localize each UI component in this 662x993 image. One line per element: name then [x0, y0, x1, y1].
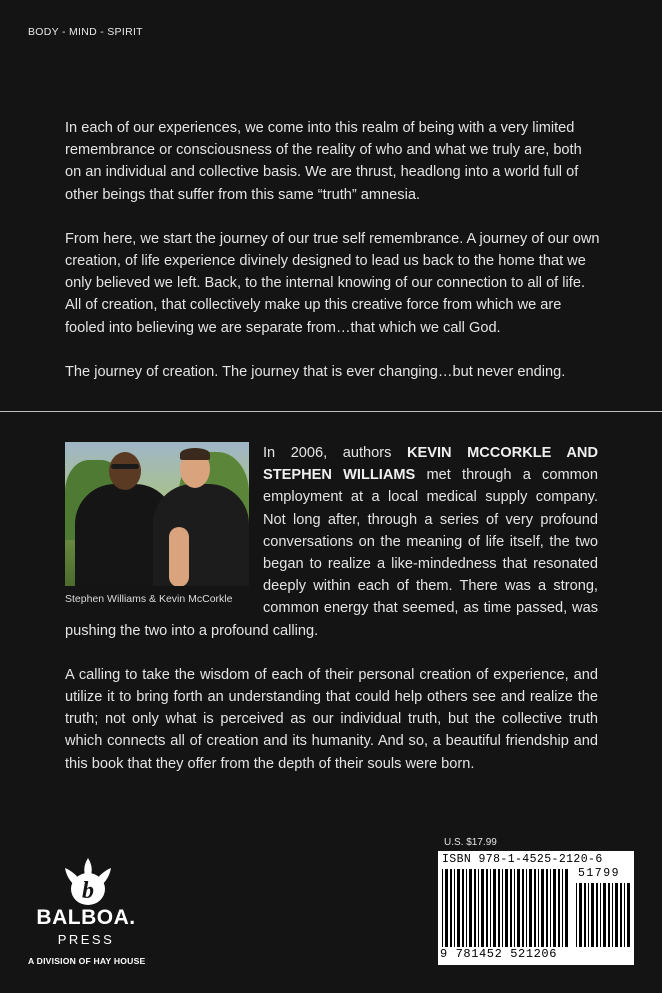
addon-number: 51799: [578, 867, 621, 880]
svg-text:b: b: [82, 878, 94, 904]
author-photo-block: [65, 442, 249, 606]
section-divider: [0, 411, 662, 412]
blurb-paragraph: From here, we start the journey of our true self remembrance. A journey of our own creation, of life experience divinely designed to lead us back to the home that we only believed we left. Back, to the internal knowing of our connection to all of life. All of creation, that collectively make up this creative force from which we are fooled into believing we are separate from…that which we call God.: [65, 230, 600, 336]
isbn-number: ISBN 978-1-4525-2120-6: [442, 853, 603, 866]
author-names: KEVIN MCCORKLE AND STEPHEN WILLIAMS: [263, 445, 598, 484]
ean-bars: [442, 869, 572, 947]
addon-bars: [576, 883, 630, 947]
blurb-paragraph: In each of our experiences, we come into this realm of being with a very limited remembrance or consciousness of the reality of who and what we truly are, both on an individual and collective basis. We are thrust, headlong into a world full of other beings that suffer from this same “truth” amnesia.: [65, 120, 582, 203]
publisher-name: BALBOA.: [36, 906, 136, 929]
ean-number: 9 781452 521206: [440, 947, 558, 961]
blurb-paragraph: The journey of creation. The journey that is ever changing…but never ending.: [65, 363, 566, 380]
photo-caption: Stephen Williams & Kevin McCorkle: [65, 593, 233, 605]
bio-paragraph: A calling to take the wisdom of each of their personal creation of experience, and utilize it to bring forth an understanding that could help others see and realize the truth; not only what is perceived as our individual truth, but the collective truth which connects all of creation and its humanity. And so, a beautiful friendship and this book that they offer from the depth of their souls were born.: [65, 666, 598, 772]
author-bio: [65, 442, 598, 797]
publisher-division: A DIVISION OF HAY HOUSE: [28, 956, 146, 966]
back-cover-blurb: [65, 117, 601, 405]
publisher-press: PRESS: [57, 932, 115, 947]
publisher-logo: [28, 856, 148, 971]
author-photo: [65, 442, 249, 586]
category-label: BODY - MIND - SPIRIT: [28, 26, 143, 38]
bio-text: met through a common employment at a local medical supply company. Not long after, through a series of very profound conversations on the meaning of life itself, the two began to realize a like-mindedness that resonated deeply within each of them. There was a strong, common energy that seemed, as time passed, was pushing the two into a profound calling.: [65, 467, 598, 639]
price-label: U.S. $17.99: [444, 837, 497, 848]
isbn-barcode: [438, 851, 634, 965]
bio-text: In 2006, authors: [263, 445, 407, 461]
lotus-b-icon: [59, 856, 117, 906]
